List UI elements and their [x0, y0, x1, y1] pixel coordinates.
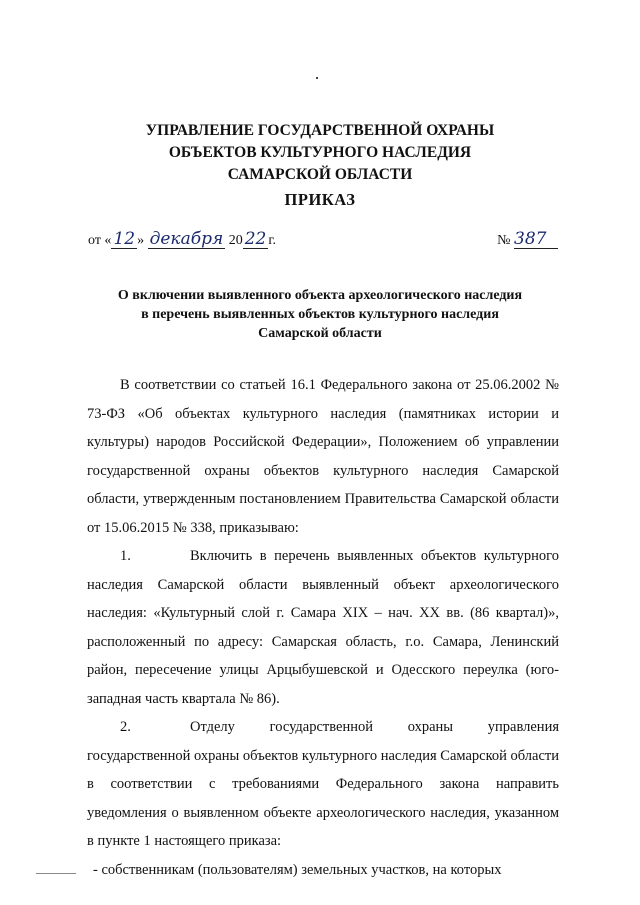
scan-speck: [316, 77, 318, 79]
subject-line-3: Самарской области: [258, 326, 382, 341]
date-number-line: [88, 226, 558, 252]
number-handwritten: 387: [514, 229, 547, 249]
header-line-3: САМАРСКОЙ ОБЛАСТИ: [227, 166, 413, 183]
item-1: [87, 542, 559, 713]
date-year: [243, 229, 269, 249]
document-title: ПРИКАЗ: [284, 190, 356, 209]
number-label: №: [497, 233, 511, 248]
item-2: [87, 713, 559, 856]
bullet-1: - собственникам (пользователям) земельных участков, на которых: [93, 861, 502, 878]
item-1-text: Включить в перечень выявленных объектов культурного наследия Самарской области выявленный объект археологического наследия: «Культурный слой г. Самара XIX – нач. XX вв. (86 квартал)», расположенный по адресу: Самарская область, г.о. Самара, Ленинский район, пересечение улицы Арцыбушевской и Одесского переулка (юго-западная часть квартала № 86).: [87, 548, 559, 707]
document-date: [88, 229, 277, 249]
date-month: [148, 229, 226, 249]
header-line-2: ОБЪЕКТОВ КУЛЬТУРНОГО НАСЛЕДИЯ: [168, 144, 472, 161]
subject-line-2: в перечень выявленных объектов культурного наследия: [141, 307, 499, 322]
item-2-number: 2.: [120, 719, 131, 735]
footer-rule: [36, 873, 76, 874]
item-1-number: 1.: [120, 548, 131, 564]
header-line-1: УПРАВЛЕНИЕ ГОСУДАРСТВЕННОЙ ОХРАНЫ: [145, 122, 495, 139]
item-2-text: Отделу государственной охраны управления государственной охраны объектов культурного наследия Самарской области в соответствии с требованиями Федерального закона направить уведомления о выявленном объекте археологического наследия, указанном в пункте 1 настоящего приказа:: [87, 719, 559, 849]
issuer-header: [0, 120, 640, 186]
date-suffix: г.: [268, 233, 277, 248]
date-day-handwritten: 12: [113, 229, 136, 249]
date-year-prefix: 20: [228, 233, 243, 248]
document-number: [497, 229, 558, 249]
date-month-handwritten: декабря: [149, 229, 224, 249]
date-year-handwritten: 22: [244, 229, 267, 249]
date-mid: »: [137, 233, 145, 248]
document-body: [87, 371, 559, 884]
intro-paragraph: В соответствии со статьей 16.1 Федерального закона от 25.06.2002 № 73-ФЗ «Об объектах культурного наследия (памятниках истории и культуры) народов Российской Федерации», Положением об управлении государственной охраны объектов культурного наследия Самарской области, утвержденным постановлением Правительства Самарской области от 15.06.2015 № 338, приказываю:: [87, 377, 559, 536]
date-prefix: от «: [88, 233, 112, 248]
document-subject: [0, 286, 640, 343]
number-value: [514, 229, 558, 249]
subject-line-1: О включении выявленного объекта археологического наследия: [117, 288, 523, 303]
date-day: [111, 229, 137, 249]
